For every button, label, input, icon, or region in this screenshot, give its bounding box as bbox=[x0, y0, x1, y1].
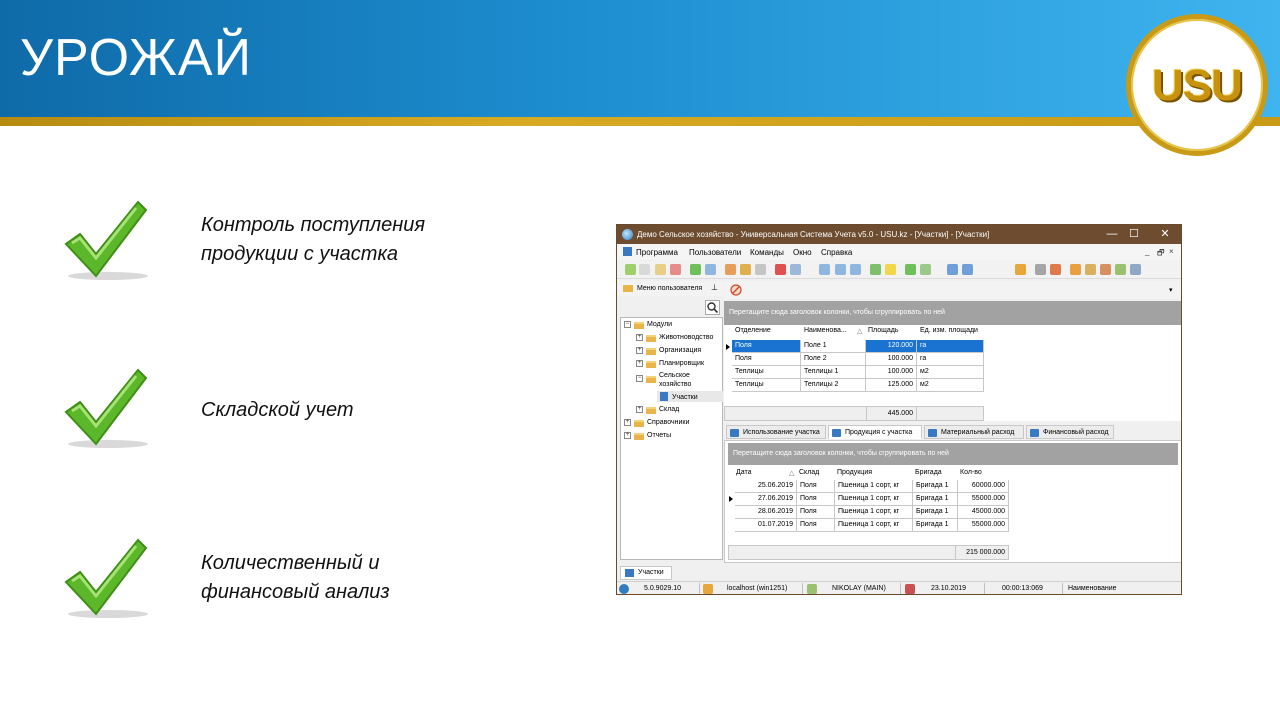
column-header-area-unit[interactable]: Ед. изм. площади bbox=[920, 327, 978, 334]
tree-node-reports[interactable]: Отчеты bbox=[647, 432, 672, 439]
folder-open-icon bbox=[634, 322, 644, 329]
menu-window[interactable]: Окно bbox=[793, 248, 812, 257]
report-icon[interactable] bbox=[920, 264, 931, 275]
mail-icon[interactable] bbox=[1070, 264, 1081, 275]
main-toolbar bbox=[617, 261, 1181, 279]
mdi-minimize-button[interactable]: _ bbox=[1145, 247, 1150, 256]
sort-asc-icon: △ bbox=[857, 328, 863, 335]
table-cell: 45000.000 bbox=[958, 506, 1009, 519]
chevron-down-icon[interactable]: ▾ bbox=[1169, 287, 1173, 294]
bullet-1-line-2: продукции с участка bbox=[201, 243, 399, 265]
tree-node-references[interactable]: Справочники bbox=[647, 419, 690, 426]
status-timer: 00:00:13:069 bbox=[1002, 585, 1043, 592]
flag-icon[interactable] bbox=[775, 264, 786, 275]
group-by-hint: Перетащите сюда заголовок колонки, чтобы сгруппировать по ней bbox=[733, 450, 949, 457]
window-titlebar[interactable] bbox=[617, 225, 1181, 244]
usu-logo bbox=[1126, 14, 1268, 156]
table-cell: Бригада 1 bbox=[913, 506, 958, 519]
table-cell: га bbox=[917, 340, 984, 353]
cancel-icon[interactable] bbox=[730, 284, 742, 296]
table-cell: Поля bbox=[797, 519, 835, 532]
status-bar bbox=[617, 581, 1181, 595]
table-cell: Поля bbox=[732, 340, 801, 353]
tree-node-agriculture[interactable] bbox=[659, 371, 691, 389]
status-separator bbox=[802, 583, 803, 595]
info-icon bbox=[619, 584, 629, 594]
table-cell: Поле 1 bbox=[801, 340, 866, 353]
table-cell: Бригада 1 bbox=[913, 493, 958, 506]
window-title: Демо Сельское хозяйство - Универсальная Система Учета v5.0 - USU.kz - [Участки] - [Участки] bbox=[637, 230, 990, 239]
folder-icon bbox=[646, 407, 656, 414]
window-icon[interactable] bbox=[947, 264, 958, 275]
navigation-tree bbox=[620, 317, 723, 560]
table-cell: Теплицы 1 bbox=[801, 366, 866, 379]
copy-icon[interactable] bbox=[639, 264, 650, 275]
folder-icon bbox=[634, 420, 644, 427]
tree-node-planner[interactable]: Планировщик bbox=[659, 360, 705, 367]
table-cell: 28.06.2019 bbox=[735, 506, 797, 519]
column-header-brigade[interactable]: Бригада bbox=[915, 469, 942, 476]
delete-icon[interactable] bbox=[670, 264, 681, 275]
table-icon bbox=[928, 429, 937, 437]
close-button[interactable]: ✕ bbox=[1160, 228, 1170, 240]
status-user: NIKOLAY (MAIN) bbox=[832, 585, 886, 592]
tab-label: Использование участка bbox=[743, 429, 820, 436]
app-window bbox=[616, 224, 1182, 595]
menu-commands[interactable]: Команды bbox=[750, 248, 784, 257]
search-icon[interactable] bbox=[705, 264, 716, 275]
table-cell: 100.000 bbox=[866, 366, 917, 379]
table-cell: Пшеница 1 сорт, кг bbox=[835, 506, 913, 519]
table-cell: Пшеница 1 сорт, кг bbox=[835, 493, 913, 506]
table-cell: Поле 2 bbox=[801, 353, 866, 366]
status-field: Наименование bbox=[1068, 585, 1117, 592]
maximize-button[interactable]: ☐ bbox=[1129, 228, 1139, 240]
palette-icon[interactable] bbox=[1050, 264, 1061, 275]
tab-material-expense[interactable] bbox=[924, 425, 1024, 439]
refresh-icon[interactable] bbox=[690, 264, 701, 275]
column-header-area[interactable]: Площадь bbox=[868, 327, 899, 334]
gear-icon[interactable] bbox=[1035, 264, 1046, 275]
tree-node-modules[interactable]: Модули bbox=[647, 321, 673, 328]
tab-plot-usage[interactable] bbox=[726, 425, 826, 439]
bullet-2 bbox=[201, 396, 501, 425]
logo-text: USU bbox=[1152, 61, 1242, 110]
bullet-1 bbox=[201, 211, 501, 269]
table-cell: га bbox=[917, 353, 984, 366]
status-version: 5.0.9029.10 bbox=[644, 585, 681, 592]
group-by-hint: Перетащите сюда заголовок колонки, чтобы сгруппировать по ней bbox=[729, 309, 945, 316]
filter-icon[interactable] bbox=[725, 264, 736, 275]
tree-search-button[interactable] bbox=[705, 300, 720, 315]
status-date: 23.10.2019 bbox=[931, 585, 967, 592]
checkmark-icon bbox=[58, 366, 154, 452]
note-icon[interactable] bbox=[885, 264, 896, 275]
current-row-indicator bbox=[729, 496, 733, 502]
tree-node-agriculture-line-1: Сельское bbox=[659, 372, 690, 379]
table-cell: Поля bbox=[797, 506, 835, 519]
expand-icon[interactable]: + bbox=[625, 432, 630, 438]
tab-label: Продукция с участка bbox=[845, 429, 913, 436]
window-close-icon[interactable] bbox=[962, 264, 973, 275]
image-icon[interactable] bbox=[790, 264, 801, 275]
pin-panel-icon[interactable]: ⊥ bbox=[711, 283, 718, 292]
mdi-restore-button[interactable]: 🗗 bbox=[1157, 248, 1165, 257]
add-icon[interactable] bbox=[625, 264, 636, 275]
table-cell: Бригада 1 bbox=[913, 519, 958, 532]
slide-title: УРОЖАЙ bbox=[20, 29, 252, 87]
table-cell: 01.07.2019 bbox=[735, 519, 797, 532]
table-cell: Теплицы bbox=[732, 366, 801, 379]
products-panel bbox=[724, 440, 1182, 563]
tree-node-agriculture-line-2: хозяйство bbox=[659, 381, 692, 388]
app-menu-icon bbox=[623, 247, 632, 256]
expand-icon[interactable]: + bbox=[637, 347, 642, 353]
current-row-indicator bbox=[726, 344, 730, 350]
column-header-name[interactable]: Наименова... bbox=[804, 327, 847, 334]
total-quantity: 215 000.000 bbox=[955, 546, 1008, 559]
user-menu-header bbox=[617, 281, 723, 296]
table-cell: м2 bbox=[917, 366, 984, 379]
menu-program[interactable]: Программа bbox=[636, 248, 678, 257]
tab-plot-products[interactable] bbox=[828, 425, 922, 439]
folder-icon bbox=[634, 433, 644, 440]
tab-label: Материальный расход bbox=[941, 429, 1015, 436]
checkmark-icon bbox=[58, 198, 154, 284]
table-icon bbox=[730, 429, 739, 437]
lock-icon[interactable] bbox=[1085, 264, 1096, 275]
folder-open-icon bbox=[646, 376, 656, 383]
table-cell: Поля bbox=[797, 493, 835, 506]
filter-clear-icon[interactable] bbox=[755, 264, 766, 275]
folder-icon bbox=[646, 348, 656, 355]
tab-financial-expense[interactable] bbox=[1026, 425, 1114, 439]
plug-icon[interactable] bbox=[1130, 264, 1141, 275]
folder-icon bbox=[646, 335, 656, 342]
sort-asc-icon: △ bbox=[789, 470, 795, 477]
plots-total-row bbox=[724, 406, 984, 421]
total-area: 445.000 bbox=[866, 407, 917, 420]
table-cell: Пшеница 1 сорт, кг bbox=[835, 480, 913, 493]
table-cell: 55000.000 bbox=[958, 493, 1009, 506]
window-tab-plots[interactable] bbox=[620, 566, 672, 580]
plots-pane bbox=[724, 281, 1182, 563]
table-cell: Теплицы 2 bbox=[801, 379, 866, 392]
table-icon bbox=[625, 569, 634, 577]
bullet-2-line-1: Складской учет bbox=[201, 399, 354, 421]
bullet-3-line-1: Количественный и bbox=[201, 552, 380, 574]
table-cell: Поля bbox=[797, 480, 835, 493]
group-by-area[interactable] bbox=[728, 443, 1178, 465]
status-separator bbox=[984, 583, 985, 595]
banner-divider bbox=[0, 117, 1280, 126]
table-icon bbox=[832, 429, 841, 437]
checkmark-icon bbox=[58, 536, 154, 622]
search-icon bbox=[706, 301, 719, 314]
tree-node-livestock[interactable]: Животноводство bbox=[659, 334, 714, 341]
column-header-department[interactable]: Отделение bbox=[735, 327, 771, 334]
status-separator bbox=[1062, 583, 1063, 595]
column-header-date[interactable]: Дата bbox=[736, 469, 752, 476]
filter-edit-icon[interactable] bbox=[740, 264, 751, 275]
table-cell: 100.000 bbox=[866, 353, 917, 366]
folder-icon bbox=[646, 361, 656, 368]
export-icon[interactable] bbox=[905, 264, 916, 275]
folder-icon bbox=[623, 285, 633, 292]
bullet-3-line-2: финансовый анализ bbox=[201, 581, 390, 603]
window-tab-label: Участки bbox=[638, 569, 664, 576]
column-header-product[interactable]: Продукция bbox=[837, 469, 873, 476]
table-icon bbox=[660, 392, 668, 401]
tree-node-plots[interactable]: Участки bbox=[672, 394, 698, 401]
table-icon bbox=[1030, 429, 1039, 437]
app-icon bbox=[622, 229, 633, 240]
expand-icon[interactable]: + bbox=[637, 360, 642, 366]
menu-bar bbox=[617, 244, 1181, 260]
minimize-button[interactable]: — bbox=[1106, 228, 1118, 240]
column-header-qty[interactable]: Кол-во bbox=[960, 469, 982, 476]
mdi-close-button[interactable]: × bbox=[1169, 247, 1174, 256]
database-icon bbox=[703, 584, 713, 594]
grid-toolbar bbox=[724, 281, 1182, 299]
tree-node-organization[interactable]: Организация bbox=[659, 347, 702, 354]
status-separator bbox=[699, 583, 700, 595]
edit-icon[interactable] bbox=[655, 264, 666, 275]
prev-icon[interactable] bbox=[819, 264, 830, 275]
table-cell: 25.06.2019 bbox=[735, 480, 797, 493]
title-banner bbox=[0, 0, 1280, 117]
plots-grid bbox=[724, 325, 1182, 421]
status-separator bbox=[900, 583, 901, 595]
column-header-warehouse[interactable]: Склад bbox=[799, 469, 820, 476]
bullet-3 bbox=[201, 549, 501, 607]
menu-users[interactable]: Пользователи bbox=[689, 248, 742, 257]
detail-tabs bbox=[724, 424, 1182, 440]
user-icon[interactable] bbox=[1100, 264, 1111, 275]
table-cell: 55000.000 bbox=[958, 519, 1009, 532]
table-cell: 120.000 bbox=[866, 340, 917, 353]
tab-label: Финансовый расход bbox=[1043, 429, 1109, 436]
users-icon[interactable] bbox=[1115, 264, 1126, 275]
expand-icon[interactable]: + bbox=[637, 334, 642, 340]
tree-node-warehouse[interactable]: Склад bbox=[659, 406, 680, 413]
table-cell: Бригада 1 bbox=[913, 480, 958, 493]
table-cell: Поля bbox=[732, 353, 801, 366]
status-server: localhost (win1251) bbox=[727, 585, 788, 592]
expand-icon[interactable]: + bbox=[625, 419, 630, 425]
pin-icon[interactable] bbox=[1015, 264, 1026, 275]
products-total-row bbox=[728, 545, 1009, 560]
expand-icon[interactable]: + bbox=[637, 406, 642, 412]
down-icon[interactable] bbox=[835, 264, 846, 275]
table-cell: 27.06.2019 bbox=[735, 493, 797, 506]
group-by-area[interactable] bbox=[724, 301, 1182, 325]
table-cell: 125.000 bbox=[866, 379, 917, 392]
user-icon bbox=[807, 584, 817, 594]
menu-help[interactable]: Справка bbox=[821, 248, 853, 257]
up-icon[interactable] bbox=[850, 264, 861, 275]
bullet-1-line-1: Контроль поступления bbox=[201, 214, 426, 236]
user-menu-label: Меню пользователя bbox=[637, 285, 703, 292]
calendar-icon bbox=[905, 584, 915, 594]
table-cell: Пшеница 1 сорт, кг bbox=[835, 519, 913, 532]
table-cell: 60000.000 bbox=[958, 480, 1009, 493]
collapse-icon[interactable]: − bbox=[637, 375, 642, 381]
collapse-icon[interactable]: − bbox=[625, 321, 630, 327]
table-cell: Теплицы bbox=[732, 379, 801, 392]
table-cell: м2 bbox=[917, 379, 984, 392]
insert-icon[interactable] bbox=[870, 264, 881, 275]
